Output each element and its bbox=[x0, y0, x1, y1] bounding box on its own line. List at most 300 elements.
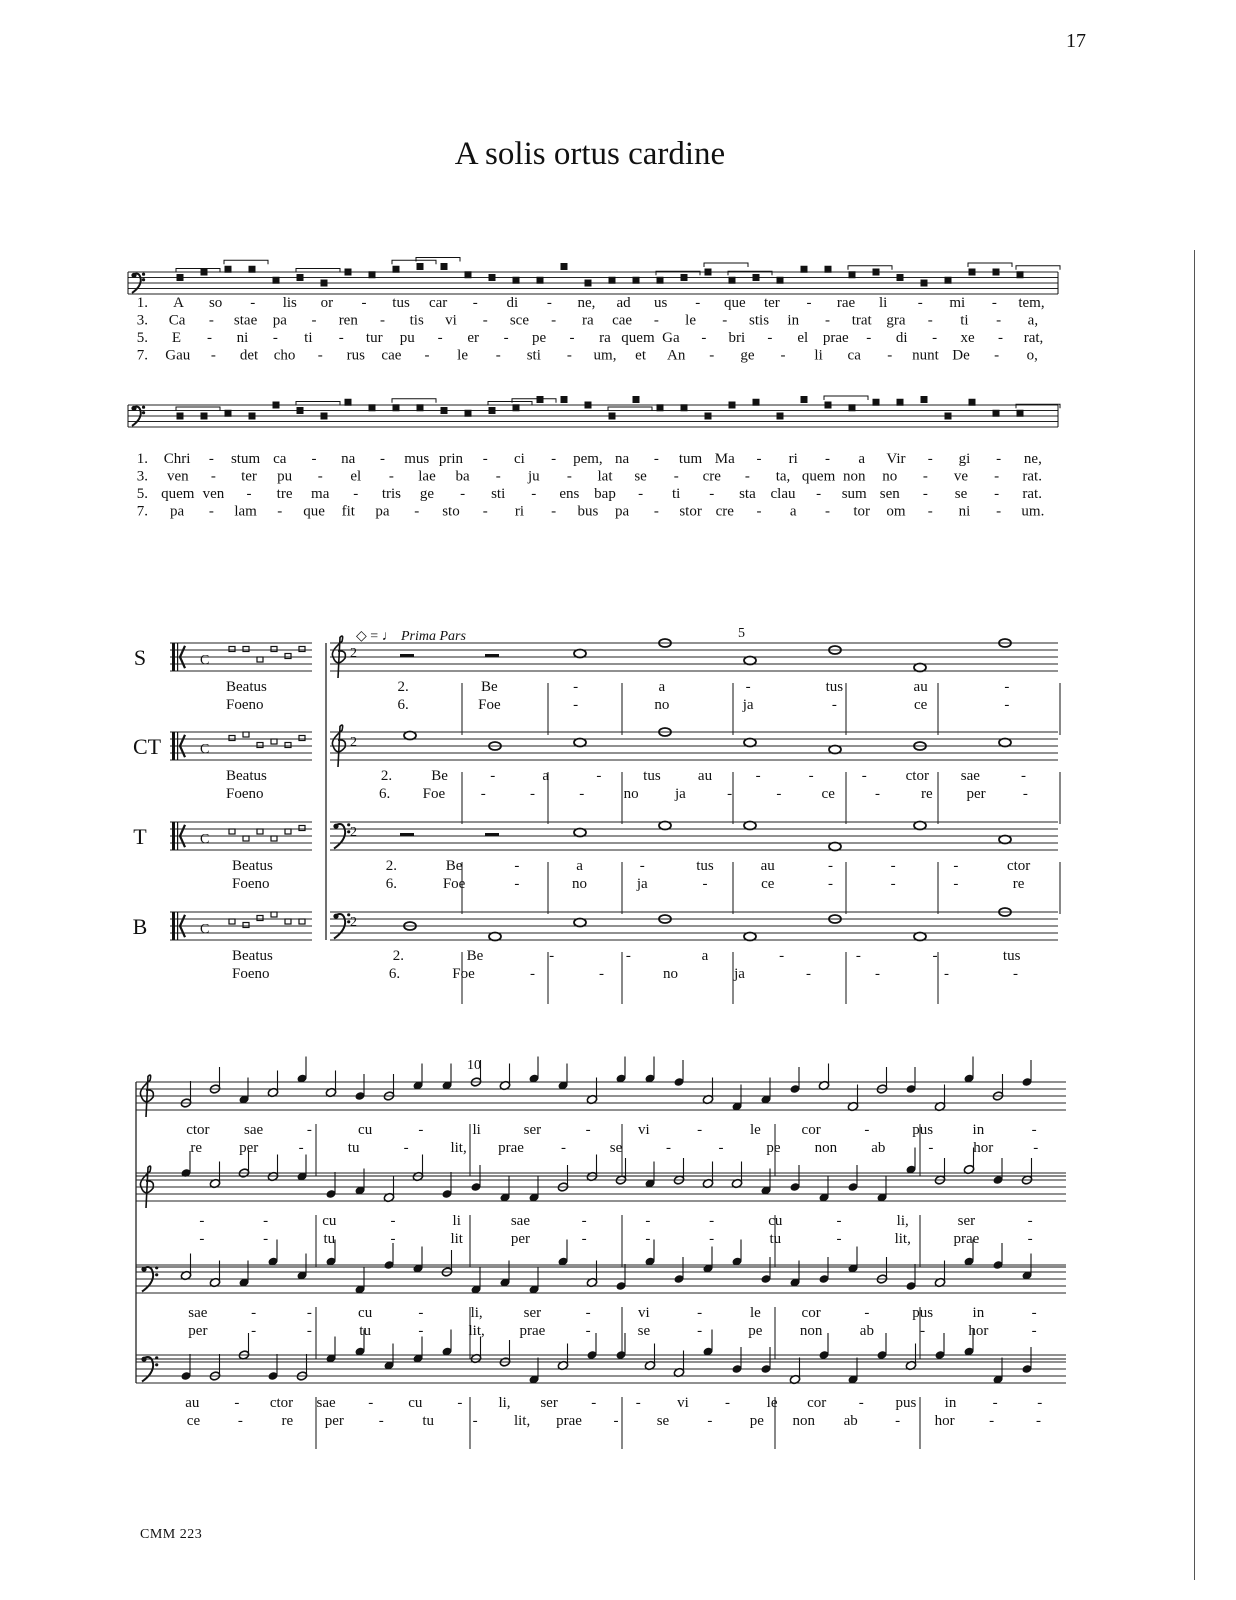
chant-lyric: ge bbox=[419, 486, 435, 502]
voice-lyric: in bbox=[972, 1122, 985, 1138]
ligature-bracket bbox=[392, 260, 436, 264]
whole-note bbox=[489, 933, 501, 941]
voice-lyric: - bbox=[561, 1140, 567, 1156]
mensuration-sign: C bbox=[200, 742, 210, 757]
voice-lyric: - bbox=[263, 1213, 269, 1229]
chant-neume bbox=[513, 404, 520, 411]
chant-neume bbox=[921, 280, 928, 287]
voice-lyric: cu bbox=[768, 1213, 783, 1229]
incipit-note bbox=[271, 647, 277, 652]
voice-lyric: - bbox=[1037, 1395, 1043, 1411]
chant-lyric: - bbox=[551, 312, 557, 329]
chant-lyric: ni bbox=[958, 503, 971, 520]
chant-lyric: ti bbox=[672, 486, 681, 502]
voice-lyric: - bbox=[549, 948, 555, 964]
voice-lyric: prae bbox=[498, 1140, 524, 1156]
voice-lyric: li, bbox=[896, 1213, 909, 1229]
chant-lyric: rat. bbox=[1022, 486, 1042, 502]
chant-lyric: - bbox=[653, 503, 659, 520]
incipit-note bbox=[257, 916, 263, 921]
voice-lyric: - bbox=[418, 1305, 424, 1321]
whole-note bbox=[744, 933, 756, 941]
voice-lyric: - bbox=[709, 1213, 715, 1229]
voice-lyric: li bbox=[452, 1213, 461, 1229]
chant-lyric: - bbox=[272, 330, 278, 346]
voice-lyric: non bbox=[814, 1140, 838, 1156]
chant-lyric: - bbox=[414, 503, 420, 520]
chant-neume bbox=[561, 396, 568, 403]
voice-lyric: - bbox=[530, 966, 535, 982]
chant-lyric: Ga bbox=[662, 330, 680, 346]
voice-lyric: au bbox=[185, 1395, 200, 1411]
chant-lyric: det bbox=[239, 347, 259, 364]
chant-neume bbox=[393, 404, 400, 411]
chant-lyric: so bbox=[208, 295, 223, 311]
voice-lyric: - bbox=[836, 1231, 842, 1247]
chant-neume bbox=[825, 266, 832, 273]
incipit-note bbox=[299, 736, 305, 741]
chant-lyric: - bbox=[780, 347, 786, 364]
chant-lyric: sto bbox=[442, 503, 460, 520]
voice-lyric: - bbox=[707, 1413, 713, 1429]
whole-note bbox=[744, 657, 756, 665]
voice-lyric: per bbox=[188, 1323, 208, 1339]
chant-neume bbox=[969, 269, 976, 276]
ligature-bracket bbox=[848, 266, 892, 270]
polyphony-system-1 bbox=[133, 626, 1060, 1004]
chant-lyric: - bbox=[353, 486, 359, 502]
incipit-note bbox=[243, 732, 249, 737]
ligature-bracket bbox=[968, 263, 1012, 267]
chant-lyric: in bbox=[787, 312, 800, 329]
voice-lyric: - bbox=[1031, 1305, 1037, 1321]
whole-note bbox=[574, 919, 586, 927]
chant-lyric: - bbox=[437, 330, 443, 346]
voice-lyric: - bbox=[1022, 786, 1028, 802]
verse-number: 3. bbox=[136, 468, 148, 485]
incipit-word: Beatus bbox=[232, 858, 273, 874]
chant-lyric: - bbox=[709, 347, 715, 364]
voice-lyric: - bbox=[890, 876, 896, 892]
chant-lyric: quem bbox=[161, 486, 195, 502]
voice-staff bbox=[136, 1173, 1066, 1201]
voice-lyric: le bbox=[766, 1395, 778, 1411]
incipit-note bbox=[229, 919, 235, 924]
verse-number: 1. bbox=[136, 451, 148, 467]
chant-lyric: - bbox=[816, 486, 822, 502]
whole-note bbox=[574, 650, 586, 658]
chant-neume bbox=[681, 404, 688, 411]
voice-lyric: - bbox=[251, 1323, 257, 1339]
voice-lyric: per bbox=[324, 1413, 344, 1429]
time-signature: 2 bbox=[350, 735, 357, 750]
chant-section bbox=[128, 258, 1060, 520]
chant-lyric: cho bbox=[273, 347, 296, 364]
measure-number: 5 bbox=[738, 626, 745, 641]
chant-neume bbox=[249, 266, 256, 273]
chant-lyric: tur bbox=[365, 330, 383, 346]
voice-lyric: - bbox=[490, 768, 496, 784]
chant-lyric: ne, bbox=[577, 295, 596, 311]
chant-lyric: prae bbox=[822, 330, 849, 346]
voice-lyric: per bbox=[510, 1231, 531, 1247]
rest bbox=[400, 654, 414, 657]
time-signature: 2 bbox=[350, 915, 357, 930]
chant-lyric: - bbox=[998, 330, 1004, 346]
voice-lyric: - bbox=[514, 876, 520, 892]
chant-lyric: - bbox=[825, 451, 830, 467]
voice-lyric: - bbox=[390, 1231, 396, 1247]
voice-lyric: non bbox=[799, 1323, 823, 1339]
chant-lyric: ju bbox=[527, 468, 540, 485]
chant-neume bbox=[849, 404, 856, 411]
chant-lyric: o, bbox=[1026, 347, 1038, 364]
chant-lyric: sen bbox=[879, 486, 900, 502]
voice-lyric: ctor bbox=[269, 1395, 294, 1411]
chant-lyric: - bbox=[767, 330, 773, 346]
chant-lyric: - bbox=[922, 468, 928, 485]
voice-lyric: 6. bbox=[385, 876, 397, 892]
chant-lyric: - bbox=[546, 295, 552, 311]
chant-lyric: - bbox=[673, 468, 679, 485]
incipit-note bbox=[285, 743, 291, 748]
whole-note bbox=[914, 664, 926, 672]
voice-lyric: no bbox=[572, 876, 588, 892]
voice-lyric: - bbox=[368, 1395, 374, 1411]
voice-lyric: - bbox=[1027, 1213, 1033, 1229]
chant-lyric: cre bbox=[702, 468, 721, 485]
chant-lyric: A bbox=[173, 295, 184, 311]
chant-lyric: tum bbox=[678, 451, 703, 467]
voice-lyric: ser bbox=[957, 1213, 976, 1229]
voice-lyric: - bbox=[864, 1305, 870, 1321]
voice-lyric: no bbox=[663, 966, 678, 982]
voice-lyric: cor bbox=[807, 1395, 827, 1411]
incipit-word: Foeno bbox=[226, 786, 264, 802]
voice-lyric: se bbox=[637, 1323, 651, 1339]
voice-lyric: - bbox=[306, 1122, 312, 1138]
chant-lyric: - bbox=[208, 451, 214, 467]
voice-lyric: - bbox=[514, 858, 520, 874]
chant-lyric: ne, bbox=[1023, 451, 1042, 467]
chant-lyric: Chri bbox=[163, 451, 191, 467]
voice-lyric: tu bbox=[422, 1413, 435, 1429]
chant-lyric: sti bbox=[526, 347, 541, 364]
chant-lyric: tis bbox=[409, 312, 424, 329]
chant-lyric: - bbox=[482, 503, 488, 520]
chant-lyric: ens bbox=[559, 486, 580, 502]
chant-lyric: tem, bbox=[1018, 295, 1045, 311]
voice-lyric: 6. bbox=[388, 966, 401, 982]
chant-lyric: sti bbox=[491, 486, 506, 502]
chant-lyric: - bbox=[208, 312, 214, 329]
voice-lyric: ctor bbox=[186, 1122, 210, 1138]
chant-neume bbox=[225, 410, 232, 417]
voice-lyric: cor bbox=[801, 1122, 821, 1138]
rest bbox=[485, 654, 499, 657]
voice-lyric: - bbox=[1036, 1413, 1042, 1429]
voice-lyric: - bbox=[199, 1213, 205, 1229]
chant-neume bbox=[417, 404, 424, 411]
incipit-note bbox=[257, 829, 263, 834]
voice-lyric: tus bbox=[825, 679, 844, 695]
voice-lyric: - bbox=[718, 1140, 724, 1156]
voice-lyric: Foe bbox=[478, 697, 501, 713]
chant-neume bbox=[993, 269, 1000, 276]
voice-lyric: - bbox=[992, 1395, 998, 1411]
chant-lyric: - bbox=[569, 330, 575, 346]
chant-lyric: stis bbox=[749, 312, 770, 329]
chant-lyric: De bbox=[952, 347, 970, 364]
chant-neume bbox=[345, 269, 352, 276]
voice-lyric: - bbox=[709, 1231, 715, 1247]
chant-lyric: ca bbox=[847, 347, 861, 364]
chant-lyric: car bbox=[428, 295, 448, 311]
incipit-note bbox=[299, 826, 305, 831]
voice-label-b: B bbox=[132, 914, 148, 939]
chant-lyric: ter bbox=[241, 468, 257, 485]
voice-lyric: sae bbox=[510, 1213, 531, 1229]
voice-lyric: - bbox=[1027, 1231, 1033, 1247]
voice-lyric: - bbox=[864, 1122, 870, 1138]
voice-lyric: - bbox=[645, 1231, 651, 1247]
chant-lyric: tor bbox=[853, 503, 871, 520]
chant-lyric: - bbox=[482, 312, 488, 329]
chant-lyric: pa bbox=[375, 503, 390, 520]
page-title: A solis ortus cardine bbox=[454, 136, 726, 172]
chant-neume bbox=[321, 413, 328, 420]
voice-lyric: - bbox=[1004, 697, 1010, 713]
mensuration-sign: C bbox=[200, 653, 210, 668]
tempo-mark: ◇ = ♩ bbox=[356, 629, 396, 644]
voice-lyric: - bbox=[727, 786, 733, 802]
incipit-word: Foeno bbox=[226, 697, 264, 713]
chant-neume bbox=[825, 402, 832, 409]
voice-lyric: vi bbox=[677, 1395, 689, 1411]
voice-lyric: - bbox=[199, 1231, 205, 1247]
voice-lyric: Foe bbox=[452, 966, 475, 982]
chant-lyric: - bbox=[994, 347, 1000, 364]
voice-lyric: se bbox=[609, 1140, 623, 1156]
voice-lyric: - bbox=[418, 1122, 424, 1138]
chant-lyric: - bbox=[722, 312, 728, 329]
chant-lyric: pu bbox=[277, 468, 293, 485]
voice-lyric: - bbox=[390, 1213, 396, 1229]
voice-lyric: - bbox=[895, 1413, 901, 1429]
chant-lyric: quem bbox=[621, 330, 655, 346]
voice-lyric: ctor bbox=[1006, 858, 1031, 874]
chant-neume bbox=[561, 263, 568, 270]
chant-lyric: se bbox=[954, 486, 968, 502]
verse-number: 7. bbox=[136, 347, 148, 364]
whole-note bbox=[829, 746, 841, 754]
chant-lyric: - bbox=[380, 312, 385, 329]
voice-lyric: - bbox=[263, 1231, 269, 1247]
chant-lyric: ma bbox=[311, 486, 330, 502]
voice-lyric: prae bbox=[556, 1413, 582, 1429]
chant-neume bbox=[897, 399, 904, 406]
ligature-bracket bbox=[512, 399, 556, 403]
voice-lyric: cor bbox=[801, 1305, 821, 1321]
voice-lyric: sae bbox=[188, 1305, 208, 1321]
rest bbox=[400, 833, 414, 836]
section-label-prima-pars: Prima Pars bbox=[401, 629, 466, 644]
mensuration-sign: C bbox=[200, 922, 210, 937]
chant-lyric: ci bbox=[514, 451, 525, 467]
chant-neume bbox=[273, 277, 280, 284]
voice-lyric: le bbox=[749, 1122, 761, 1138]
chant-neume bbox=[873, 399, 880, 406]
chant-lyric: us bbox=[653, 295, 668, 311]
voice-lyric: - bbox=[1031, 1122, 1037, 1138]
voice-lyric: - bbox=[953, 858, 959, 874]
voice-lyric: - bbox=[573, 697, 579, 713]
chant-lyric: - bbox=[932, 330, 938, 346]
voice-lyric: li bbox=[472, 1122, 481, 1138]
voice-lyric: tu bbox=[769, 1231, 782, 1247]
chant-lyric: a, bbox=[1027, 312, 1039, 329]
voice-lyric: - bbox=[378, 1413, 384, 1429]
chant-lyric: Ca bbox=[168, 312, 186, 329]
voice-lyric: sae bbox=[244, 1122, 264, 1138]
voice-lyric: - bbox=[697, 1122, 703, 1138]
chant-lyric: - bbox=[566, 468, 572, 485]
chant-neume bbox=[657, 404, 664, 411]
chant-lyric: - bbox=[338, 330, 344, 346]
voice-lyric: 2. bbox=[397, 679, 409, 695]
chant-lyric: tus bbox=[392, 295, 410, 311]
chant-lyric: - bbox=[756, 451, 762, 467]
voice-lyric: Be bbox=[466, 948, 484, 964]
voice-lyric: ser bbox=[540, 1395, 558, 1411]
voice-lyric: - bbox=[579, 786, 585, 802]
voice-staff bbox=[136, 1265, 1066, 1293]
chant-lyric: - bbox=[208, 503, 214, 520]
incipit-note bbox=[257, 657, 263, 662]
chant-lyric: ven bbox=[166, 468, 189, 485]
voice-lyric: lit, bbox=[513, 1413, 531, 1429]
chant-neume bbox=[729, 402, 736, 409]
voice-lyric: - bbox=[831, 697, 837, 713]
incipit-word: Foeno bbox=[232, 876, 270, 892]
voice-lyric: vi bbox=[638, 1305, 650, 1321]
voice-lyric: re bbox=[281, 1413, 294, 1429]
chant-lyric: el bbox=[350, 468, 362, 485]
whole-note bbox=[829, 843, 841, 851]
chant-neume bbox=[921, 396, 928, 403]
voice-lyric: pe bbox=[749, 1413, 764, 1429]
chant-lyric: sum bbox=[841, 486, 867, 502]
voice-staff bbox=[330, 732, 1058, 760]
voice-lyric: - bbox=[858, 1395, 864, 1411]
chant-neume bbox=[873, 269, 880, 276]
chant-lyric: - bbox=[495, 347, 501, 364]
mensuration-sign: C bbox=[200, 832, 210, 847]
voice-lyric: - bbox=[944, 966, 949, 982]
voice-lyric: - bbox=[472, 1413, 478, 1429]
voice-lyric: - bbox=[890, 858, 896, 874]
voice-lyric: - bbox=[725, 1395, 730, 1411]
voice-lyric: - bbox=[697, 1323, 703, 1339]
voice-lyric: - bbox=[702, 876, 708, 892]
chant-lyric: - bbox=[927, 312, 933, 329]
chant-lyric: - bbox=[424, 347, 430, 364]
chant-neume bbox=[297, 407, 304, 414]
chant-lyric: - bbox=[503, 330, 509, 346]
chant-lyric: sce bbox=[509, 312, 530, 329]
chant-lyric: se bbox=[634, 468, 647, 485]
voice-lyric: - bbox=[1020, 768, 1026, 784]
voice-lyric: a bbox=[701, 948, 709, 964]
rest bbox=[485, 833, 499, 836]
chant-lyric: ter bbox=[763, 295, 780, 311]
chant-lyric: ri bbox=[514, 503, 525, 520]
voice-lyric: Foe bbox=[422, 786, 446, 802]
whole-note bbox=[999, 836, 1011, 844]
chant-lyric: - bbox=[695, 295, 701, 311]
chant-neume bbox=[729, 277, 736, 284]
incipit-note bbox=[299, 647, 305, 652]
chant-neume bbox=[753, 274, 760, 281]
voice-lyric: - bbox=[827, 858, 833, 874]
voice-lyric: - bbox=[403, 1140, 409, 1156]
chant-lyric: a bbox=[858, 451, 866, 467]
incipit-note bbox=[257, 743, 263, 748]
chant-lyric: - bbox=[317, 347, 323, 364]
voice-lyric: li, bbox=[498, 1395, 511, 1411]
whole-note bbox=[744, 822, 756, 830]
chant-neume bbox=[705, 413, 712, 420]
chant-lyric: ra bbox=[599, 330, 611, 346]
chant-lyric: pem, bbox=[573, 451, 603, 467]
chant-lyric: rat, bbox=[1023, 330, 1044, 346]
chant-lyric: pa bbox=[170, 503, 185, 520]
chant-lyric: - bbox=[806, 295, 812, 311]
voice-lyric: no bbox=[654, 697, 670, 713]
chant-neume bbox=[897, 274, 904, 281]
ligature-bracket bbox=[416, 258, 460, 262]
chant-neume bbox=[441, 263, 448, 270]
chant-lyric: - bbox=[927, 451, 933, 467]
verse-number: 1. bbox=[136, 295, 148, 311]
chant-lyric: An bbox=[667, 347, 686, 364]
chant-lyric: rae bbox=[836, 295, 856, 311]
ligature-bracket bbox=[704, 263, 748, 267]
chant-lyric: ca bbox=[273, 451, 287, 467]
voice-lyric: in bbox=[972, 1305, 985, 1321]
chant-lyric: - bbox=[996, 451, 1002, 467]
chant-lyric: no bbox=[882, 468, 898, 485]
chant-lyric: Gau bbox=[165, 347, 191, 364]
chant-lyric: mus bbox=[404, 451, 430, 467]
chant-lyric: - bbox=[460, 486, 466, 502]
voice-lyric: - bbox=[697, 1305, 703, 1321]
voice-lyric: pe bbox=[748, 1323, 763, 1339]
chant-lyric: - bbox=[482, 451, 488, 467]
voice-lyric: prae bbox=[519, 1323, 546, 1339]
chant-lyric: - bbox=[996, 503, 1002, 520]
chant-lyric: le bbox=[457, 347, 469, 364]
chant-lyric: prin bbox=[438, 451, 464, 467]
chant-lyric: - bbox=[653, 312, 659, 329]
chant-lyric: - bbox=[551, 451, 557, 467]
chant-lyric: et bbox=[635, 347, 647, 364]
chant-lyric: - bbox=[531, 486, 537, 502]
voice-lyric: - bbox=[585, 1305, 591, 1321]
chant-lyric: - bbox=[277, 503, 283, 520]
chant-lyric: ra bbox=[582, 312, 594, 329]
whole-note bbox=[574, 829, 586, 837]
